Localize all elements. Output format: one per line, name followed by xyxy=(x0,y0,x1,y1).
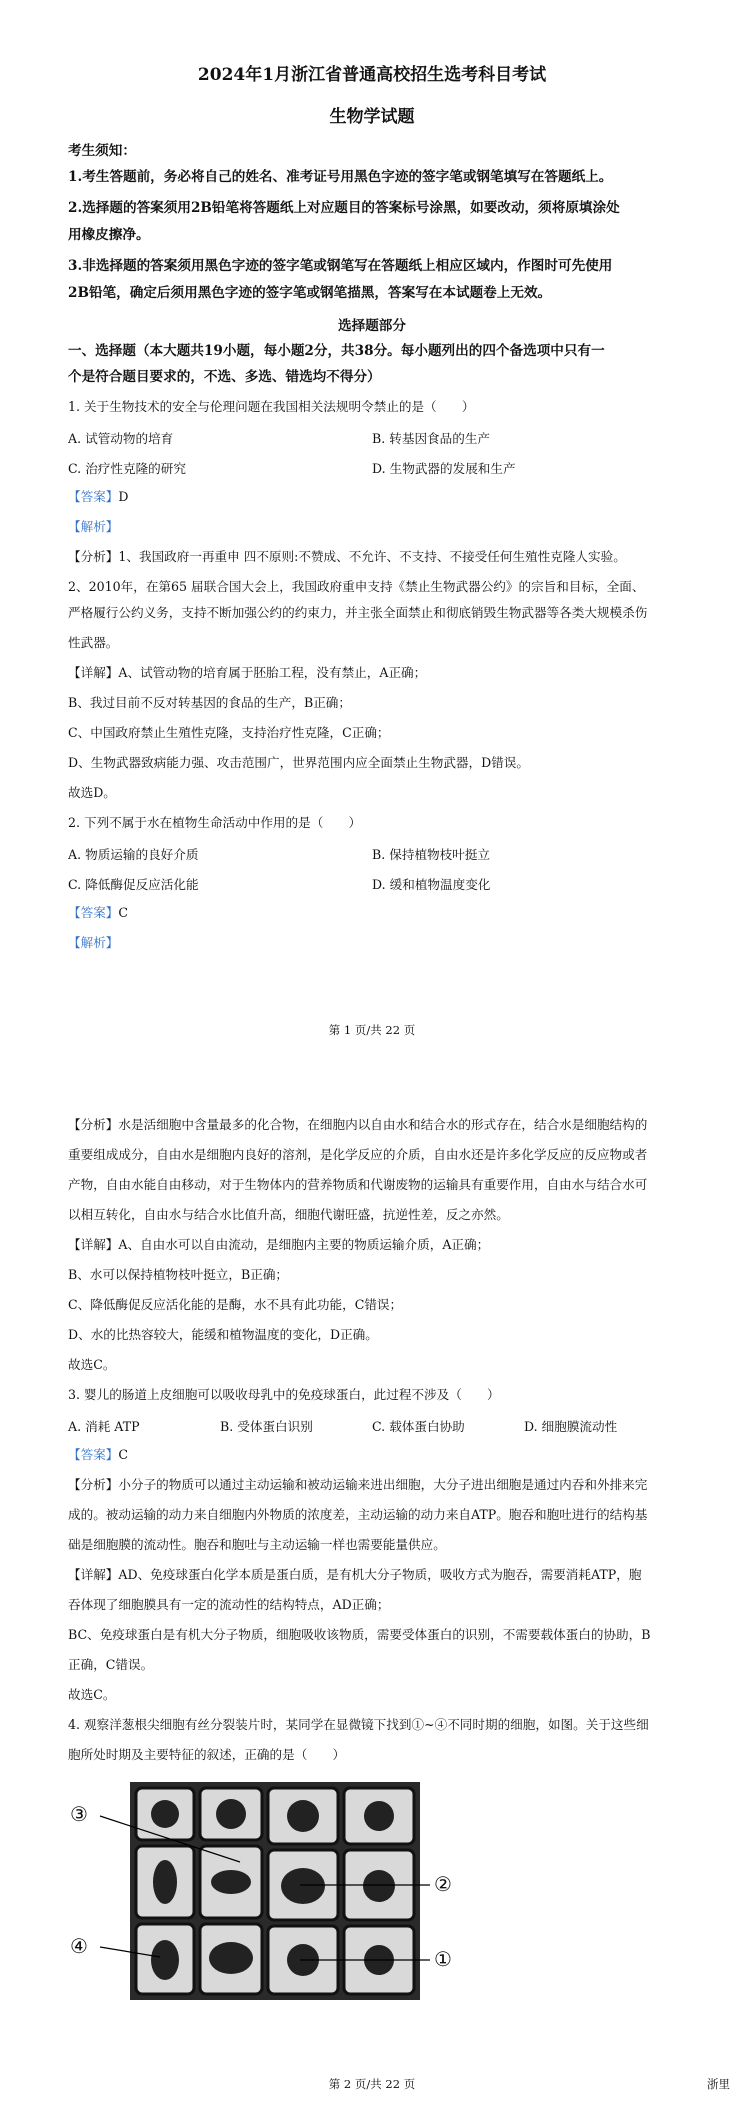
q4-stem-line: 胞所处时期及主要特征的叙述，正确的是（ ） xyxy=(68,1747,346,1762)
notice-item: 2.选择题的答案须用2B铅笔将答题纸上对应题目的答案标号涂黑，如要改动，须将原填涂处 xyxy=(68,200,620,216)
part-heading: 一、选择题（本大题共19小题，每小题2分，共38分。每小题列出的四个备选项中只有一 xyxy=(68,343,605,359)
page-2 xyxy=(0,1052,744,2104)
xiangjie-text: A、试管动物的培育属于胚胎工程，没有禁止，A正确； xyxy=(118,665,427,680)
xiangjie-tag: 【详解】 xyxy=(68,1237,119,1252)
q2-answer xyxy=(68,904,688,922)
fenxi-tag: 【分析】 xyxy=(68,1477,119,1492)
answer-tag: 【答案】 xyxy=(68,1447,119,1462)
q3-fenxi xyxy=(68,1476,688,1494)
q3-option-c: C. 载体蛋白协助 xyxy=(372,1419,465,1434)
q3-xiangjie-line: 吞体现了细胞膜具有一定的流动性的结构特点，AD正确； xyxy=(68,1597,390,1612)
q3-option-d: D. 细胞膜流动性 xyxy=(524,1419,618,1434)
xiangjie-text: A、自由水可以自由流动，是细胞内主要的物质运输介质，A正确； xyxy=(118,1237,490,1252)
q2-option-b: B. 保持植物枝叶挺立 xyxy=(372,847,491,862)
q2-fenxi-line: 产物，自由水能自由移动，对于生物体内的营养物质和代谢废物的运输具有重要作用，自由水与结合水可 xyxy=(68,1177,648,1192)
fenxi-tag: 【分析】 xyxy=(68,1117,119,1132)
q1-fenxi-line: 严格履行公约义务，支持不断加强公约的约束力，并主张全面禁止和彻底销毁生物武器等各类大规模杀伤 xyxy=(68,605,648,620)
q2-fenxi-line: 重要组成成分，自由水是细胞内良好的溶剂，是化学反应的介质，自由水还是许多化学反应的反应物或者 xyxy=(68,1147,648,1162)
fenxi-text: 水是活细胞中含量最多的化合物，在细胞内以自由水和结合水的形式存在，结合水是细胞结构的 xyxy=(118,1117,648,1132)
q2-stem: 2. 下列不属于水在植物生命活动中作用的是（ ） xyxy=(68,815,362,830)
q3-answer xyxy=(68,1446,688,1464)
q3-option-b: B. 受体蛋白识别 xyxy=(220,1419,313,1434)
q2-option-c: C. 降低酶促反应活化能 xyxy=(68,877,199,892)
notice-item: 1.考生答题前，务必将自己的姓名、准考证号用黑色字迹的签字笔或钢笔填写在答题纸上。 xyxy=(68,169,613,185)
notice-item: 3.非选择题的答案须用黑色字迹的签字笔或钢笔写在答题纸上相应区域内，作图时可先使用 xyxy=(68,258,613,274)
exam-title: 2024年1月浙江省普通高校招生选考科目考试 xyxy=(197,65,547,85)
q1-fenxi-line: 性武器。 xyxy=(68,635,119,650)
q1-conclusion: 故选D。 xyxy=(68,785,116,800)
q3-xiangjie-line: BC、免疫球蛋白是有机大分子物质，细胞吸收该物质，需要受体蛋白的识别，不需要载体蛋白的协助，B xyxy=(68,1627,651,1642)
q3-option-a: A. 消耗 ATP xyxy=(68,1419,140,1434)
corner-watermark: 浙里 xyxy=(707,2077,730,2091)
q1-xiangjie-line: B、我过目前不反对转基因的食品的生产，B正确； xyxy=(68,695,351,710)
q1-option-c: C. 治疗性克隆的研究 xyxy=(68,461,186,476)
answer-value: C xyxy=(118,1447,129,1462)
exam-subtitle: 生物学试题 xyxy=(329,107,415,127)
answer-tag: 【答案】 xyxy=(68,489,119,504)
q2-analysis-tag: 【解析】 xyxy=(68,935,119,950)
q2-conclusion: 故选C。 xyxy=(68,1357,116,1372)
leader-line-3 xyxy=(100,1816,240,1862)
q2-fenxi xyxy=(68,1116,688,1134)
q2-option-a: A. 物质运输的良好介质 xyxy=(68,847,199,862)
notice-item: 2B铅笔，确定后须用黑色字迹的签字笔或钢笔描黑，答案写在本试题卷上无效。 xyxy=(68,285,552,301)
label-2: ② xyxy=(434,1872,452,1896)
q1-xiangjie-line: C、中国政府禁止生殖性克隆，支持治疗性克隆，C正确； xyxy=(68,725,390,740)
label-1: ① xyxy=(434,1947,452,1971)
q2-fenxi-line: 以相互转化，自由水与结合水比值升高，细胞代谢旺盛，抗逆性差，反之亦然。 xyxy=(68,1207,509,1222)
answer-value: C xyxy=(118,905,129,920)
q3-conclusion: 故选C。 xyxy=(68,1687,116,1702)
label-4: ④ xyxy=(70,1934,88,1958)
q3-fenxi-line: 础是细胞膜的流动性。胞吞和胞吐与主动运输一样也需要能量供应。 xyxy=(68,1537,446,1552)
fenxi-tag: 【分析】 xyxy=(68,549,119,564)
xiangjie-tag: 【详解】 xyxy=(68,1567,119,1582)
xiangjie-tag: 【详解】 xyxy=(68,665,119,680)
answer-value: D xyxy=(118,489,129,504)
q1-option-b: B. 转基因食品的生产 xyxy=(372,431,491,446)
q3-xiangjie-line: 正确，C错误。 xyxy=(68,1657,154,1672)
fenxi-text: 小分子的物质可以通过主动运输和被动运输来进出细胞，大分子进出细胞是通过内吞和外排来完 xyxy=(118,1477,648,1492)
q1-answer xyxy=(68,488,688,506)
q4-stem: 4. 观察洋葱根尖细胞有丝分裂装片时，某同学在显微镜下找到①~④不同时期的细胞，如图。关于这些细 xyxy=(68,1717,649,1732)
fenxi-text: 1、我国政府一再重申 四不原则:不赞成、不允许、不支持、不接受任何生殖性克隆人实验。 xyxy=(118,549,626,564)
section-title: 选择题部分 xyxy=(338,318,406,334)
q2-xiangjie-line: D、水的比热容较大，能缓和植物温度的变化，D正确。 xyxy=(68,1327,378,1342)
q1-fenxi xyxy=(68,548,688,566)
q1-fenxi-line: 2、2010年，在第65 届联合国大会上，我国政府重申支持《禁止生物武器公约》的宗旨和目标，全面、 xyxy=(68,579,645,594)
q3-stem: 3. 婴儿的肠道上皮细胞可以吸收母乳中的免疫球蛋白，此过程不涉及（ ） xyxy=(68,1387,500,1402)
q2-option-d: D. 缓和植物温度变化 xyxy=(372,877,491,892)
q1-option-a: A. 试管动物的培育 xyxy=(68,431,174,446)
q1-stem: 1. 关于生物技术的安全与伦理问题在我国相关法规明令禁止的是（ ） xyxy=(68,399,475,414)
q1-option-d: D. 生物武器的发展和生产 xyxy=(372,461,516,476)
q2-xiangjie-line: B、水可以保持植物枝叶挺立，B正确； xyxy=(68,1267,289,1282)
q3-fenxi-line: 成的。被动运输的动力来自细胞内外物质的浓度差，主动运输的动力来自ATP。胞吞和胞吐进行的结构基 xyxy=(68,1507,648,1522)
page-footer: 第 2 页/共 22 页 xyxy=(328,2077,416,2091)
label-3: ③ xyxy=(70,1802,88,1826)
q1-xiangjie xyxy=(68,664,688,682)
notice-item: 用橡皮擦净。 xyxy=(68,227,150,243)
xiangjie-text: AD、免疫球蛋白化学本质是蛋白质，是有机大分子物质，吸收方式为胞吞，需要消耗ATP，胞 xyxy=(118,1567,642,1582)
q1-analysis-tag: 【解析】 xyxy=(68,519,119,534)
page-footer: 第 1 页/共 22 页 xyxy=(328,1023,416,1037)
notice-heading: 考生须知： xyxy=(68,143,136,159)
leader-line-4 xyxy=(100,1947,160,1957)
q2-xiangjie-line: C、降低酶促反应活化能的是酶，水不具有此功能，C错误； xyxy=(68,1297,403,1312)
q3-xiangjie xyxy=(68,1566,688,1584)
q1-xiangjie-line: D、生物武器致病能力强、攻击范围广，世界范围内应全面禁止生物武器，D错误。 xyxy=(68,755,529,770)
q2-xiangjie xyxy=(68,1236,688,1254)
answer-tag: 【答案】 xyxy=(68,905,119,920)
part-heading: 个是符合题目要求的，不选、多选、错选均不得分） xyxy=(68,369,381,385)
